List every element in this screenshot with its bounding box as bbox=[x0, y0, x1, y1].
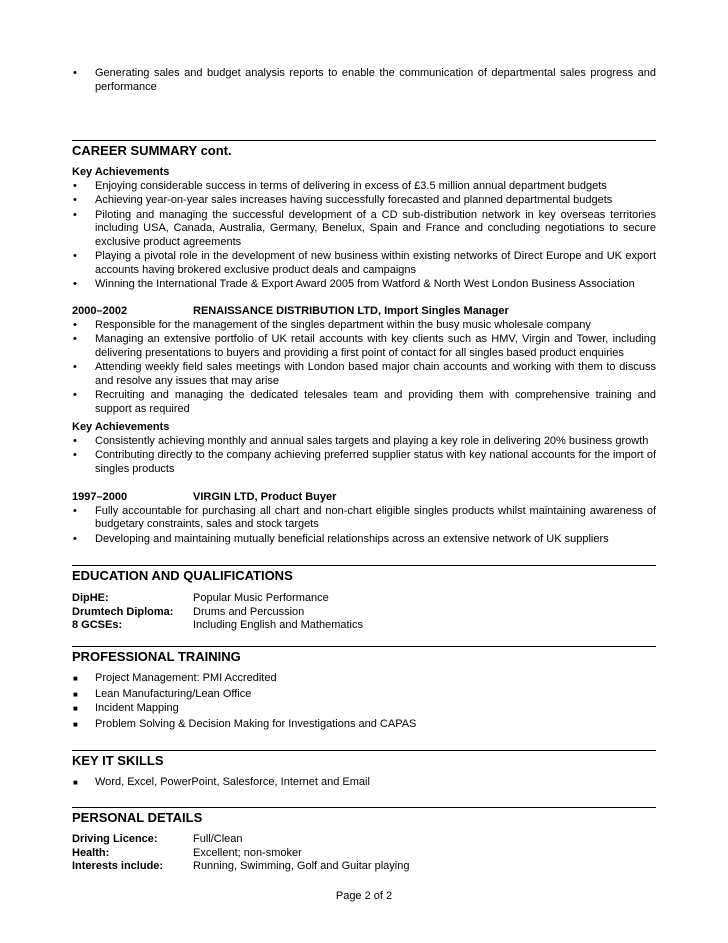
bullet-icon: • bbox=[73, 278, 77, 290]
job-heading bbox=[72, 491, 656, 505]
list-item: • Contributing directly to the company achieving preferred supplier status with key national accounts for the import of singles products bbox=[73, 449, 656, 475]
bullet-icon: • bbox=[73, 179, 77, 192]
it-skills-section bbox=[72, 750, 656, 790]
list-item: • Managing an extensive portfolio of UK retail accounts with key clients such as HMV, Virgin and Tower, including delivering presentations to buyers and providing a first point of contact for all singles based product enquiries bbox=[73, 333, 656, 359]
list-item: ■ Project Management: PMI Accredited bbox=[73, 672, 277, 684]
bullet-icon: • bbox=[73, 250, 77, 262]
job-heading bbox=[72, 305, 656, 319]
list-item: • Playing a pivotal role in the development of new business within existing networks of Direct Europe and UK export accounts having brokered exclusive product deals and campaigns bbox=[73, 250, 656, 276]
list-item: ■ Lean Manufacturing/Lean Office bbox=[73, 687, 252, 700]
square-bullet-icon: ■ bbox=[73, 689, 78, 699]
duties-list bbox=[72, 505, 656, 547]
list-item: • Consistently achieving monthly and annual sales targets and playing a key role in delivering 20% business growth bbox=[73, 434, 649, 447]
section-title: PROFESSIONAL TRAINING bbox=[72, 646, 656, 665]
duties-list bbox=[72, 319, 656, 417]
education-section bbox=[72, 565, 656, 633]
education-row: 8 GCSEs: Including English and Mathematics bbox=[72, 619, 363, 631]
personal-row: Driving Licence: Full/Clean bbox=[72, 833, 243, 845]
section-title: EDUCATION AND QUALIFICATIONS bbox=[72, 565, 656, 584]
bullet-icon: • bbox=[73, 194, 77, 206]
bullet-icon: • bbox=[73, 389, 77, 401]
bullet-icon: • bbox=[73, 504, 77, 517]
achievements-list bbox=[72, 180, 656, 292]
list-item: • Developing and maintaining mutually beneficial relationships across an extensive network of UK suppliers bbox=[73, 532, 609, 545]
list-item: ■ Word, Excel, PowerPoint, Salesforce, Internet and Email bbox=[73, 776, 370, 788]
job-title: VIRGIN LTD, Product Buyer bbox=[193, 491, 337, 503]
list-item: • Piloting and managing the successful development of a CD sub-distribution network in key overseas territories including USA, Canada, Australia, Germany, Benelux, Spain and France and concluding negotiations to secure exclusive product agreements bbox=[73, 208, 656, 248]
bullet-icon: • bbox=[73, 434, 77, 447]
section-title: PERSONAL DETAILS bbox=[72, 807, 656, 826]
list-item: • Winning the International Trade & Export Award 2005 from Watford & North West London Business Association bbox=[73, 278, 635, 290]
bullet-icon: • bbox=[73, 532, 77, 545]
training-list bbox=[72, 672, 656, 731]
personal-section bbox=[72, 807, 656, 874]
job-dates: 2000–2002 bbox=[72, 305, 128, 317]
top-bullet-list bbox=[72, 67, 656, 94]
job-dates: 1997–2000 bbox=[72, 491, 128, 503]
bullet-icon: • bbox=[73, 449, 77, 461]
job-renaissance bbox=[72, 305, 656, 476]
list-item: ■ Incident Mapping bbox=[73, 702, 179, 714]
training-section bbox=[72, 646, 656, 731]
bullet-icon: • bbox=[73, 333, 77, 345]
bullet-icon: • bbox=[73, 208, 77, 221]
key-achievements-label: Key Achievements bbox=[72, 166, 170, 178]
list-item: • Generating sales and budget analysis reports to enable the communication of departmental sales progress and performance bbox=[73, 67, 656, 93]
list-item: ■ Problem Solving & Decision Making for Investigations and CAPAS bbox=[73, 717, 417, 730]
bullet-icon: • bbox=[73, 318, 77, 331]
bullet-icon: • bbox=[73, 67, 77, 79]
job-title: RENAISSANCE DISTRIBUTION LTD, Import Singles Manager bbox=[193, 305, 509, 317]
square-bullet-icon: ■ bbox=[73, 674, 78, 683]
key-achievements-label: Key Achievements bbox=[72, 421, 170, 433]
list-item: • Attending weekly field sales meetings with London based major chain accounts and working with them to discuss and resolve any issues that may arise bbox=[73, 361, 656, 387]
personal-row: Health: Excellent; non-smoker bbox=[72, 846, 302, 859]
personal-row: Interests include: Running, Swimming, Golf and Guitar playing bbox=[72, 860, 410, 872]
section-title: CAREER SUMMARY cont. bbox=[72, 140, 656, 159]
square-bullet-icon: ■ bbox=[73, 778, 78, 787]
square-bullet-icon: ■ bbox=[73, 719, 78, 729]
list-item: • Fully accountable for purchasing all chart and non-chart eligible singles products whilst maintaining awareness of budgetary constraints, sales and stock targets bbox=[73, 504, 656, 530]
career-summary-section bbox=[72, 140, 656, 292]
list-item: • Recruiting and managing the dedicated telesales team and providing them with comprehensive training and support as required bbox=[73, 389, 656, 415]
it-skills-list bbox=[72, 776, 656, 790]
achievements-list bbox=[72, 435, 656, 477]
job-virgin bbox=[72, 491, 656, 546]
section-title: KEY IT SKILLS bbox=[72, 750, 656, 769]
education-row: Drumtech Diploma: Drums and Percussion bbox=[72, 605, 305, 618]
bullet-icon: • bbox=[73, 361, 77, 373]
education-row: DipHE: Popular Music Performance bbox=[72, 592, 329, 604]
list-item: • Responsible for the management of the singles department within the busy music wholesale company bbox=[73, 318, 591, 331]
square-bullet-icon: ■ bbox=[73, 704, 78, 713]
list-item: • Achieving year-on-year sales increases having successfully forecasted and planned departmental budgets bbox=[73, 194, 613, 206]
list-item: • Enjoying considerable success in terms of delivering in excess of £3.5 million annual department budgets bbox=[73, 179, 607, 192]
page-number: Page 2 of 2 bbox=[335, 890, 393, 902]
